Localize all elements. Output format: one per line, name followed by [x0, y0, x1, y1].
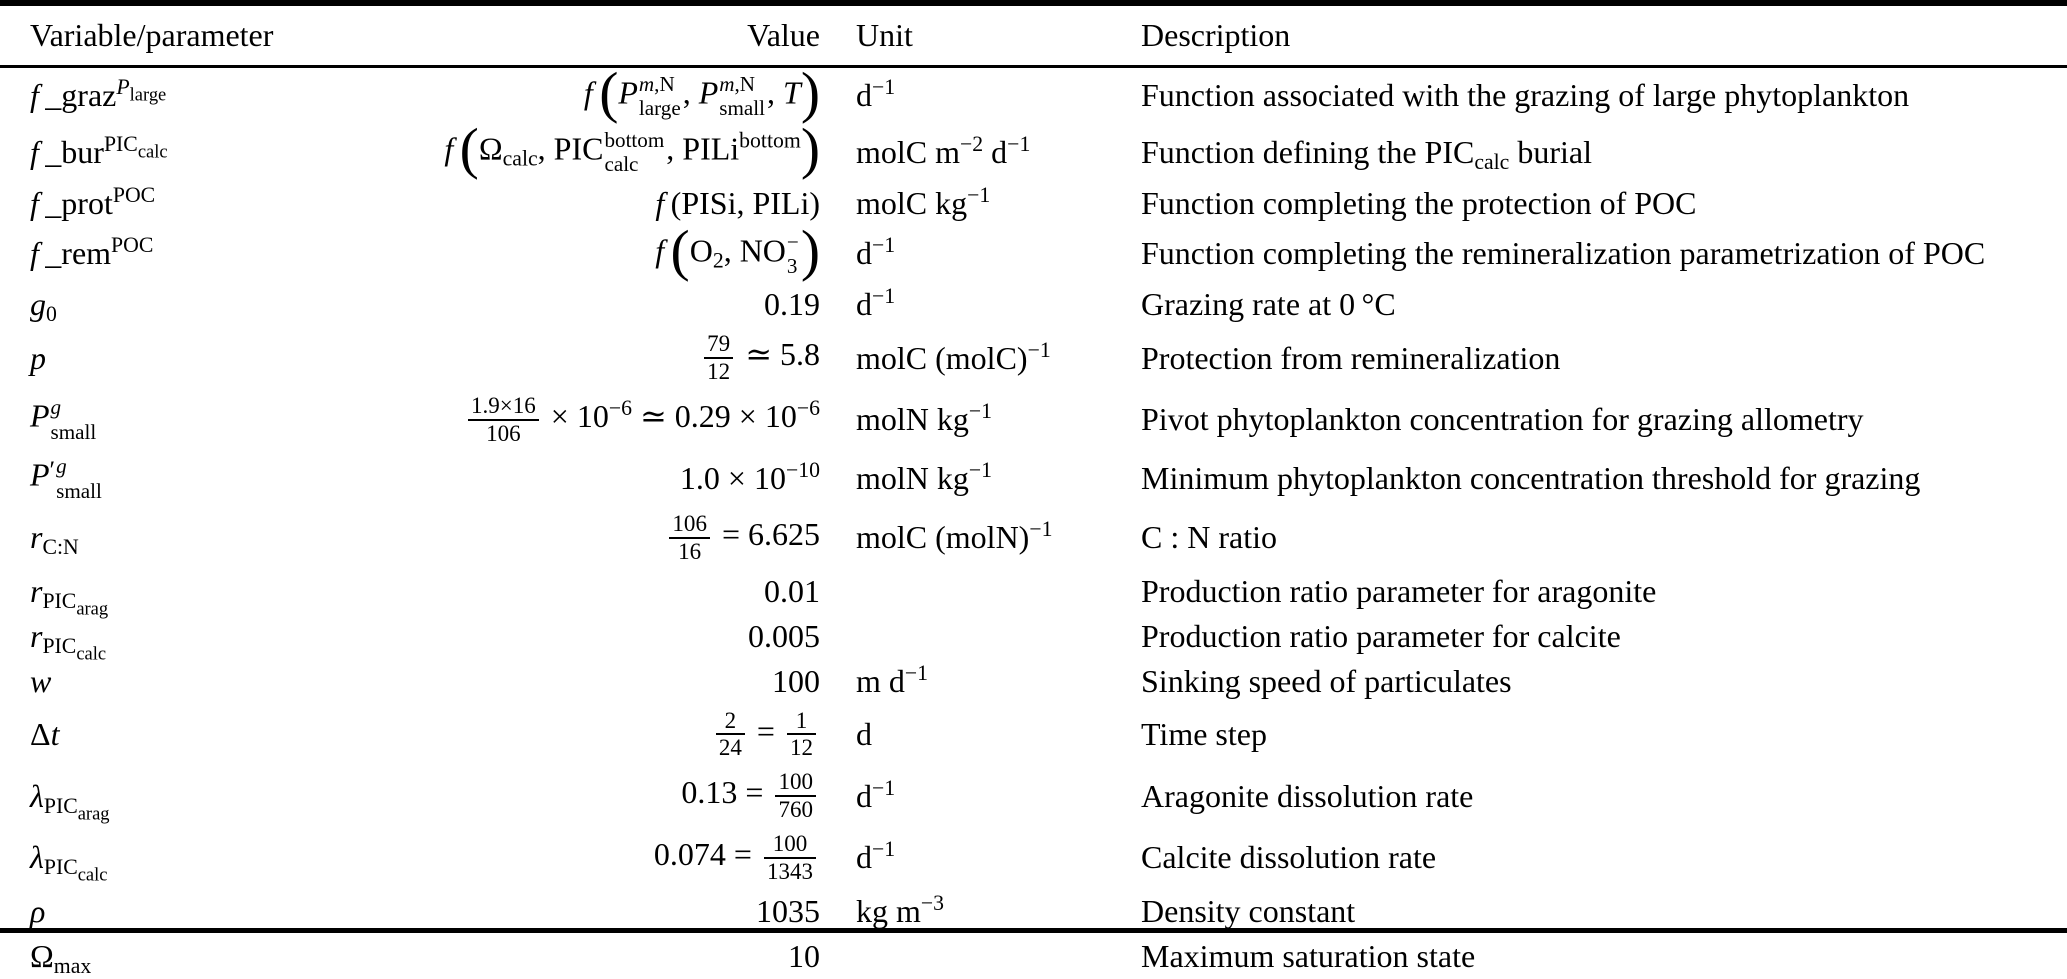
value-cell: 0.13 = $\frac{100}{760}$ [362, 765, 820, 827]
table-row [0, 765, 2067, 827]
value-cell: 0.01 [764, 572, 820, 609]
variable-cell: f _bur$^{PIC_{calc}}$ [30, 131, 168, 170]
variable-cell: $r_{PIC_{calc}}$ [30, 617, 107, 664]
unit-cell: $d^{-1}$ [856, 233, 896, 272]
value-cell: $\frac{2}{24}$ = $\frac{1}{12}$ [362, 704, 820, 766]
table-row [0, 327, 2067, 389]
description-cell: Time step [1141, 715, 1267, 752]
value-cell: $\frac{79}{12}$ ≃ 5.8 [362, 327, 820, 389]
unit-cell [820, 614, 1141, 659]
table-row [0, 889, 2067, 934]
variable-cell: $g_0$ [30, 286, 57, 327]
value-cell: f ($\Omega_{calc}$, PIC bottom calc , PILi$^{bottom}$) [444, 117, 820, 181]
unit-cell: $d^{-1}$ [856, 775, 896, 814]
unit-cell: m $d^{-1}$ [856, 660, 929, 699]
variable-cell: P′ g small [30, 454, 102, 503]
unit-cell [820, 569, 1141, 614]
unit-cell: molC (molC)$^{-1}$ [856, 337, 1051, 376]
description-cell: Sinking speed of particulates [1141, 662, 1512, 699]
header-row [0, 6, 2067, 66]
table-row [0, 934, 2067, 979]
variable-cell: f _prot$^{POC}$ [30, 182, 156, 221]
unit-cell: molN $kg^{-1}$ [856, 399, 993, 438]
table-row [0, 282, 2067, 327]
table-row [0, 226, 2067, 283]
value-cell: $1.0 \times 10^{-10}$ [679, 458, 820, 497]
variable-cell: $\lambda_{PIC_{calc}}$ [30, 839, 108, 885]
unit-cell: molC $kg^{-1}$ [856, 182, 991, 221]
description-cell: Density constant [1141, 892, 1356, 929]
value-cell: f (PISi, PILi) [655, 184, 820, 221]
variable-cell: p [30, 339, 46, 376]
description-cell: Grazing rate at 0 °C [1141, 286, 1396, 323]
value-cell: f ($O_2$, NO − 3 ) [655, 219, 820, 283]
table-header [0, 6, 2067, 66]
table-row [0, 66, 2067, 124]
description-cell: Function associated with the grazing of large phytoplankton [1141, 77, 1910, 114]
description-cell: Pivot phytoplankton concentration for grazing allometry [1141, 401, 1864, 438]
table-row [0, 124, 2067, 181]
description-cell: C : N ratio [1141, 519, 1277, 556]
table-body [0, 61, 2067, 979]
value-cell: 0.19 [764, 286, 820, 323]
col-header-description: Description [1141, 6, 2067, 66]
unit-cell: kg $m^{-3}$ [856, 890, 945, 929]
variable-cell: $r_{PIC_{arag}}$ [30, 572, 109, 619]
table-row [0, 614, 2067, 659]
col-header-unit: Unit [820, 6, 1141, 66]
unit-cell [820, 934, 1141, 979]
description-cell: Production ratio parameter for calcite [1141, 617, 1621, 654]
variable-cell: P g small [30, 395, 97, 444]
table-row [0, 827, 2067, 889]
description-cell: Minimum phytoplankton concentration threshold for grazing [1141, 460, 1921, 497]
col-header-variable: Variable/parameter [0, 6, 362, 66]
description-cell: Production ratio parameter for aragonite [1141, 572, 1657, 609]
unit-cell: d [856, 715, 872, 752]
value-cell: 1035 [756, 892, 820, 929]
unit-cell: $d^{-1}$ [856, 284, 896, 323]
variable-cell: $r_{C:N}$ [30, 519, 79, 560]
value-cell: $\frac{106}{16}$ = 6.625 [362, 507, 820, 569]
description-cell: Aragonite dissolution rate [1141, 777, 1474, 814]
unit-cell: molN $kg^{-1}$ [856, 458, 993, 497]
unit-cell: molC (molN)$^{-1}$ [856, 517, 1053, 556]
variable-cell: ρ [30, 892, 46, 929]
value-cell: 0.005 [748, 617, 820, 654]
variable-cell: f _rem$^{POC}$ [30, 233, 154, 272]
parameters-table [0, 6, 2067, 979]
unit-cell: $d^{-1}$ [856, 837, 896, 876]
unit-cell: molC $m^{-2}$ $d^{-1}$ [856, 131, 1031, 170]
variable-cell: $\lambda_{PIC_{arag}}$ [30, 777, 110, 824]
description-cell: Function completing the remineralization parametrization of POC [1141, 235, 1986, 272]
unit-cell: $d^{-1}$ [856, 75, 896, 114]
table-row [0, 181, 2067, 226]
value-cell: 10 [788, 937, 820, 974]
variable-cell: Δt [30, 715, 60, 752]
value-cell: f (P m,N large , P m,N small , T) [583, 61, 820, 125]
description-cell: Function defining the $PIC_{calc}$ burial [1141, 133, 1592, 174]
variable-cell: f _graz$^{P_{large}}$ [30, 75, 167, 114]
description-cell: Maximum saturation state [1141, 937, 1476, 974]
table-row [0, 704, 2067, 766]
value-cell: 100 [772, 662, 820, 699]
table-row [0, 389, 2067, 451]
description-cell: Function completing the protection of POC [1141, 184, 1697, 221]
table-row [0, 659, 2067, 704]
value-cell: 0.074 = $\frac{100}{1343}$ [362, 827, 820, 889]
variable-cell: $\Omega_{max}$ [30, 937, 92, 978]
variable-cell: w [30, 662, 52, 699]
table-row [0, 569, 2067, 614]
description-cell: Protection from remineralization [1141, 339, 1561, 376]
table-row [0, 450, 2067, 507]
col-header-value: Value [362, 6, 820, 66]
value-cell: $\frac{1.9\times 16}{106}$ × $10^{-6}$ ≃ $0.29 \times 10^{-6}$ [362, 389, 820, 451]
description-cell: Calcite dissolution rate [1141, 839, 1437, 876]
table-row [0, 507, 2067, 569]
